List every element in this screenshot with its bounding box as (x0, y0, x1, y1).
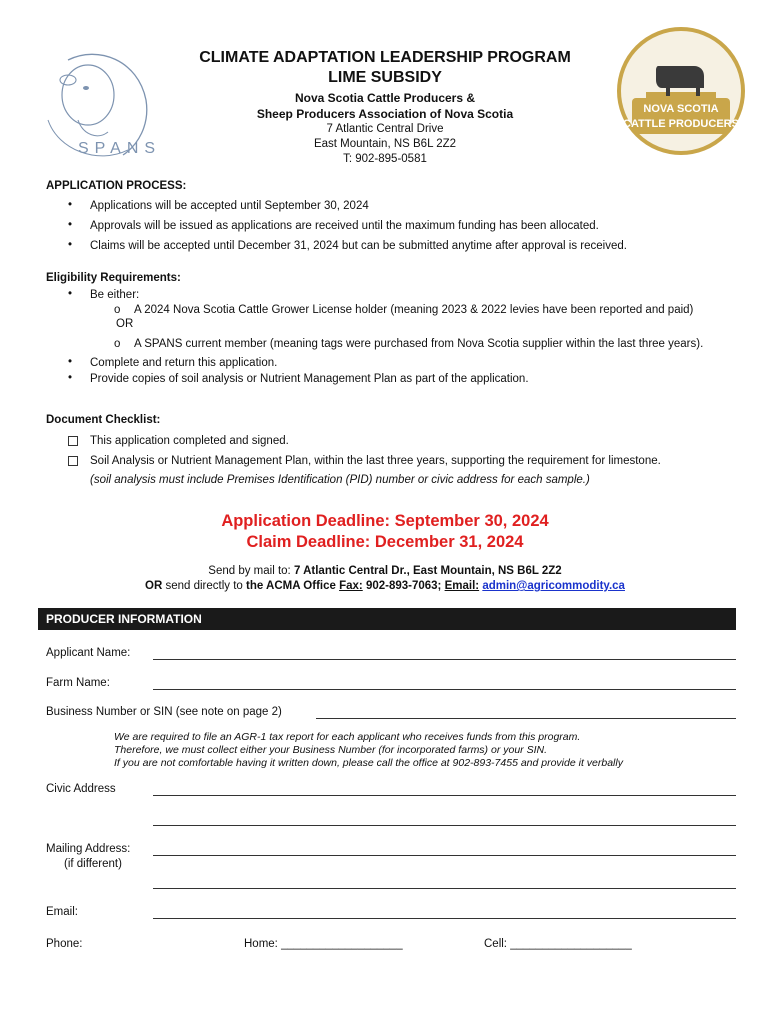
send-mail-prefix: Send by mail to: (208, 565, 294, 577)
eligibility-item: Provide copies of soil analysis or Nutrient Management Plan as part of the application. (90, 373, 529, 385)
civic-address-label: Civic Address (46, 783, 116, 795)
eligibility-item: Be either: (90, 289, 140, 301)
phone-line: T: 902-895-0581 (343, 153, 427, 165)
farm-name-label: Farm Name: (46, 677, 110, 689)
bullet-icon: • (67, 239, 73, 251)
ns-cattle-logo (616, 26, 746, 156)
checklist-item: Soil Analysis or Nutrient Management Plan, within the last three years, supporting the requirement for limestone. (90, 455, 661, 467)
email-link[interactable]: admin@agricommodity.ca (482, 580, 625, 592)
title-line-2: LIME SUBSIDY (328, 69, 442, 86)
mailing-address-label: Mailing Address: (46, 843, 131, 855)
bullet-icon: • (67, 372, 73, 384)
civic-address-field-2[interactable] (153, 825, 736, 826)
sub-bullet-icon: o (114, 304, 121, 316)
fax-label: Fax: (339, 580, 363, 592)
send-acma: the ACMA Office (246, 580, 340, 592)
address-line-1: 7 Atlantic Central Drive (326, 123, 444, 135)
civic-address-field-1[interactable] (153, 795, 736, 796)
tax-note-line-1: We are required to file an AGR-1 tax report for each applicant who receives funds from this program. (114, 731, 581, 743)
mailing-if-different-label: (if different) (64, 858, 122, 870)
farm-name-field[interactable] (153, 689, 736, 690)
applicant-name-label: Applicant Name: (46, 647, 131, 659)
bullet-icon: • (67, 199, 73, 211)
mailing-address-field-2[interactable] (153, 888, 736, 889)
phone-label: Phone: (46, 938, 83, 950)
checkbox-soil-analysis[interactable] (68, 456, 78, 468)
eligibility-or: OR (116, 318, 134, 330)
email-label: Email: (444, 580, 480, 592)
send-mail-address: 7 Atlantic Central Dr., East Mountain, NS B6L 2Z2 (293, 565, 562, 577)
home-phone-field[interactable]: Home: ___________________ (244, 938, 403, 950)
process-item: Approvals will be issued as applications are received until the maximum funding has been allocated. (90, 220, 599, 232)
cell-phone-field[interactable]: Cell: ___________________ (484, 938, 632, 950)
bullet-icon: • (67, 356, 73, 368)
business-number-label: Business Number or SIN (see note on page 2) (46, 706, 282, 718)
eligibility-sub-item: A 2024 Nova Scotia Cattle Grower License holder (meaning 2023 & 2022 levies have been reported and paid) (134, 304, 694, 316)
mailing-address-field-1[interactable] (153, 855, 736, 856)
email-field[interactable] (153, 918, 736, 919)
org-line-2: Sheep Producers Association of Nova Scotia (256, 107, 514, 121)
eligibility-item: Complete and return this application. (90, 357, 278, 369)
business-number-field[interactable] (316, 718, 736, 719)
bullet-icon: • (67, 219, 73, 231)
checklist-heading: Document Checklist: (46, 414, 161, 426)
send-mail-line (0, 565, 770, 577)
email-field-label: Email: (46, 906, 78, 918)
eligibility-heading: Eligibility Requirements: (46, 272, 181, 284)
claim-deadline: Claim Deadline: December 31, 2024 (246, 533, 524, 551)
send-or: OR (145, 580, 163, 592)
spans-logo (28, 40, 162, 170)
send-directly: send directly to (162, 580, 247, 592)
ns-logo-text-2: CATTLE PRODUCERS (623, 118, 739, 130)
process-item: Claims will be accepted until December 31, 2024 but can be submitted anytime after approval is received. (90, 240, 627, 252)
tax-note-line-3: If you are not comfortable having it written down, please call the office at 902-893-7455 and provide it verbally (114, 757, 623, 769)
org-line-1: Nova Scotia Cattle Producers & (294, 91, 476, 105)
applicant-name-field[interactable] (153, 659, 736, 660)
eligibility-sub-item: A SPANS current member (meaning tags were purchased from Nova Scotia supplier within the last three years). (134, 338, 704, 350)
checklist-item: This application completed and signed. (90, 435, 289, 447)
title-line-1: CLIMATE ADAPTATION LEADERSHIP PROGRAM (199, 49, 571, 66)
bullet-icon: • (67, 288, 73, 300)
fax-number: 902-893-7063; (362, 580, 445, 592)
ns-logo-text-1: NOVA SCOTIA (643, 103, 719, 115)
application-deadline: Application Deadline: September 30, 2024 (221, 512, 549, 530)
send-direct-line (0, 580, 770, 592)
process-item: Applications will be accepted until September 30, 2024 (90, 200, 369, 212)
spans-logo-text: SPANS (78, 140, 162, 157)
checkbox-application-signed[interactable] (68, 436, 78, 448)
sub-bullet-icon: o (114, 338, 121, 350)
address-line-2: East Mountain, NS B6L 2Z2 (313, 138, 457, 150)
tax-note-line-2: Therefore, we must collect either your Business Number (for incorporated farms) or your SIN. (114, 744, 547, 756)
process-heading: APPLICATION PROCESS: (46, 180, 187, 192)
producer-section-bar: PRODUCER INFORMATION (38, 608, 736, 630)
checklist-note: (soil analysis must include Premises Identification (PID) number or civic address for each sample.) (90, 474, 590, 486)
